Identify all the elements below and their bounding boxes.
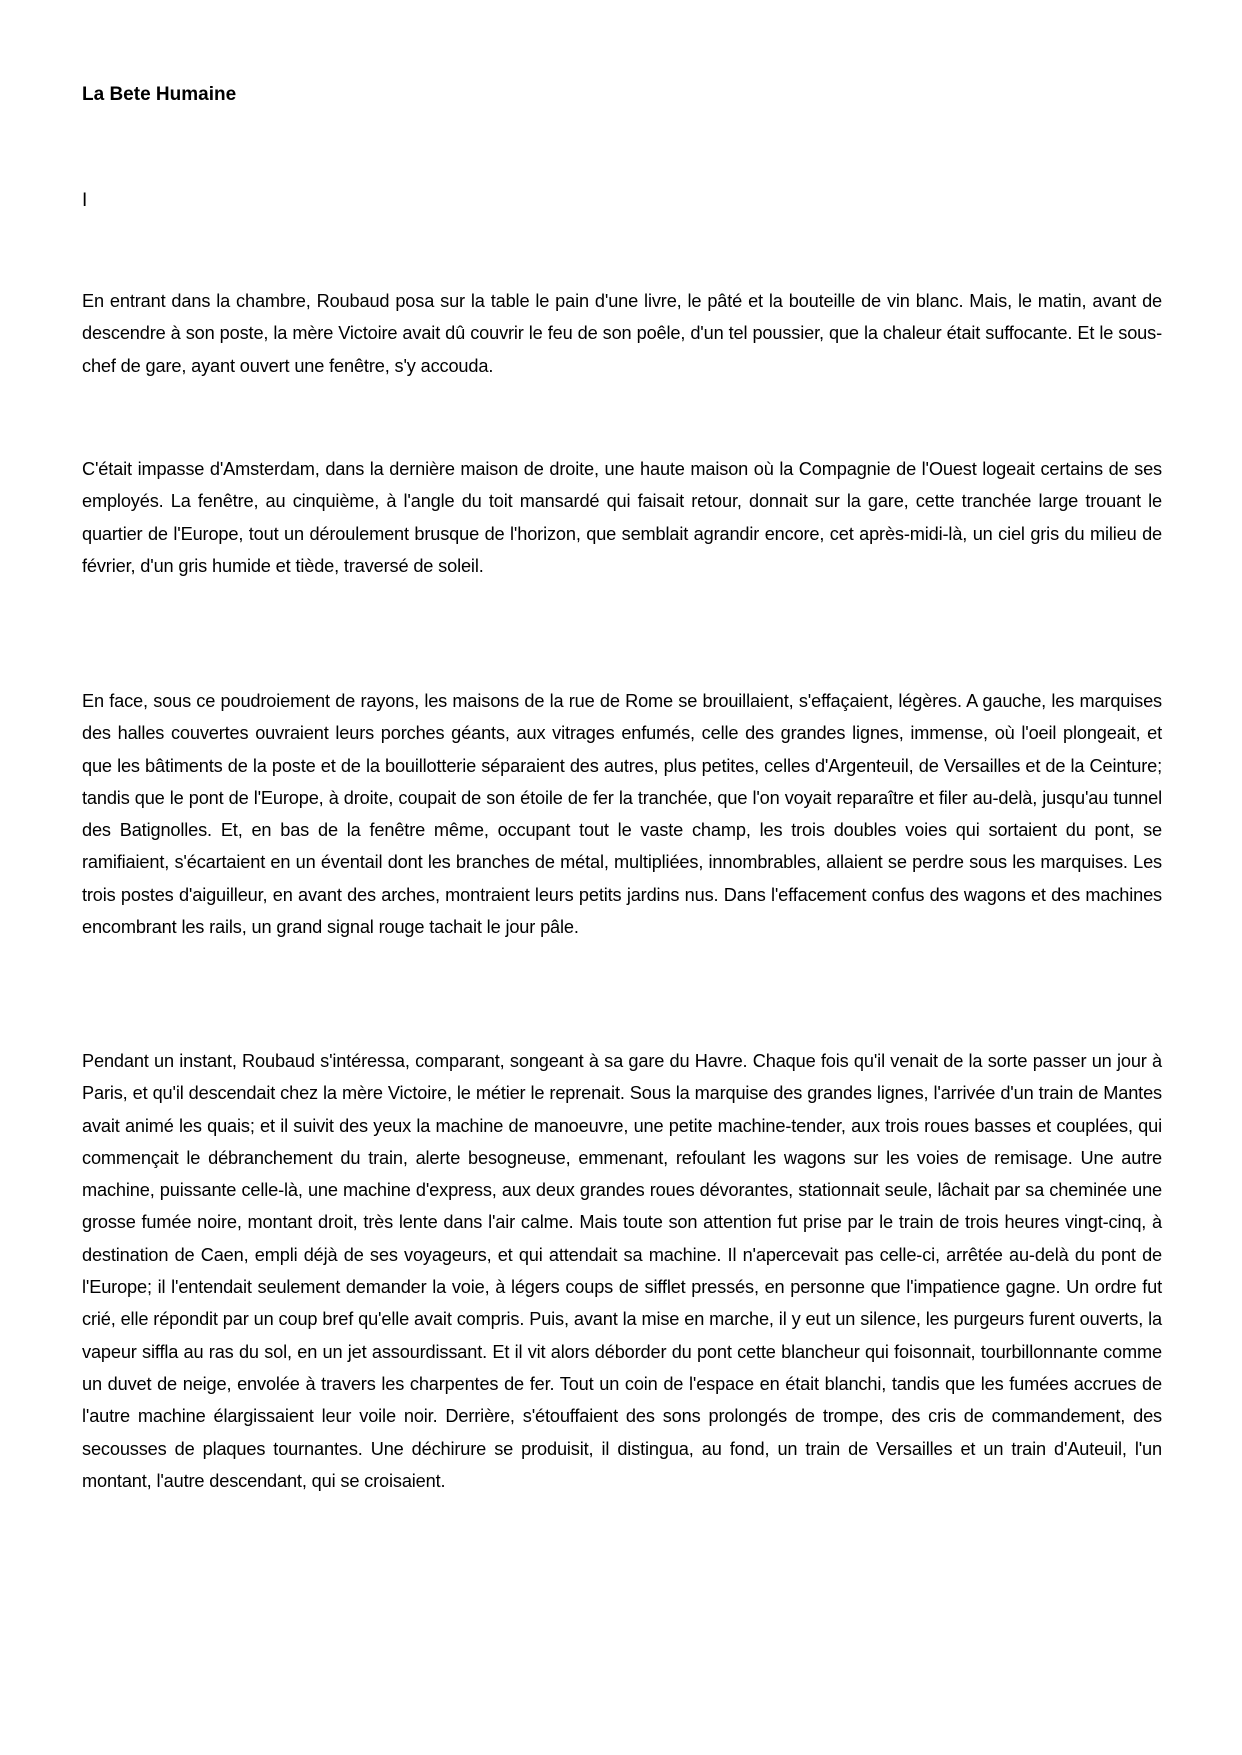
- paragraph-2: C'était impasse d'Amsterdam, dans la dernière maison de droite, une haute maison où la Compagnie de l'Ouest logeait certains de ses employés. La fenêtre, au cinquième, à l'angle du toit mansardé qui faisait retour, donnait sur la gare, cette tranchée large trouant le quartier de l'Europe, tout un déroulement brusque de l'horizon, que semblait agrandir encore, cet après-midi-là, un ciel gris du milieu de février, d'un gris humide et tiède, traversé de soleil.: [82, 459, 1162, 576]
- chapter-heading: I: [82, 190, 88, 211]
- paragraph-3: En face, sous ce poudroiement de rayons, les maisons de la rue de Rome se brouillaient, s'effaçaient, légères. A gauche, les marquises des halles couvertes ouvraient leurs porches géants, aux vitrages enfumés, celle des grandes lignes, immense, où l'oeil plongeait, et que les bâtiments de la poste et de la bouillotterie séparaient des autres, plus petites, celles d'Argenteuil, de Versailles et de la Ceinture; tandis que le pont de l'Europe, à droite, coupait de son étoile de fer la tranchée, que l'on voyait reparaître et filer au-delà, jusqu'au tunnel des Batignolles. Et, en bas de la fenêtre même, occupant tout le vaste champ, les trois doubles voies qui sortaient du pont, se ramifiaient, s'écartaient en un éventail dont les branches de métal, multipliées, innombrables, allaient se perdre sous les marquises. Les trois postes d'aiguilleur, en avant des arches, montraient leurs petits jardins nus. Dans l'effacement confus des wagons et des machines encombrant les rails, un grand signal rouge tachait le jour pâle.: [82, 691, 1162, 938]
- paragraph-1: En entrant dans la chambre, Roubaud posa sur la table le pain d'une livre, le pâté et la bouteille de vin blanc. Mais, le matin, avant de descendre à son poste, la mère Victoire avait dû couvrir le feu de son poêle, d'un tel poussier, que la chaleur était suffocante. Et le sous-chef de gare, ayant ouvert une fenêtre, s'y accouda.: [82, 291, 1162, 376]
- paragraph-4: Pendant un instant, Roubaud s'intéressa, comparant, songeant à sa gare du Havre. Chaque fois qu'il venait de la sorte passer un jour à Paris, et qu'il descendait chez la mère Victoire, le métier le reprenait. Sous la marquise des grandes lignes, l'arrivée d'un train de Mantes avait animé les quais; et il suivit des yeux la machine de manoeuvre, une petite machine-tender, aux trois roues basses et couplées, qui commençait le débranchement du train, alerte besogneuse, emmenant, refoulant les wagons sur les voies de remisage. Une autre machine, puissante celle-là, une machine d'express, aux deux grandes roues dévorantes, stationnait seule, lâchait par sa cheminée une grosse fumée noire, montant droit, très lente dans l'air calme. Mais toute son attention fut prise par le train de trois heures vingt-cinq, à destination de Caen, empli déjà de ses voyageurs, et qui attendait sa machine. Il n'apercevait pas celle-ci, arrêtée au-delà du pont de l'Europe; il l'entendait seulement demander la voie, à légers coups de sifflet pressés, en personne que l'impatience gagne. Un ordre fut crié, elle répondit par un coup bref qu'elle avait compris. Puis, avant la mise en marche, il y eut un silence, les purgeurs furent ouverts, la vapeur siffla au ras du sol, en un jet assourdissant. Et il vit alors déborder du pont cette blancheur qui foisonnait, tourbillonnante comme un duvet de neige, envolée à travers les charpentes de fer. Tout un coin de l'espace en était blanchi, tandis que les fumées accrues de l'autre machine élargissaient leur voile noir. Derrière, s'étouffaient des sons prolongés de trompe, des cris de commandement, des secousses de plaques tournantes. Une déchirure se produisit, il distingua, au fond, un train de Versailles et un train d'Auteuil, l'un montant, l'autre descendant, qui se croisaient.: [82, 1051, 1162, 1491]
- document-title: La Bete Humaine: [82, 84, 237, 105]
